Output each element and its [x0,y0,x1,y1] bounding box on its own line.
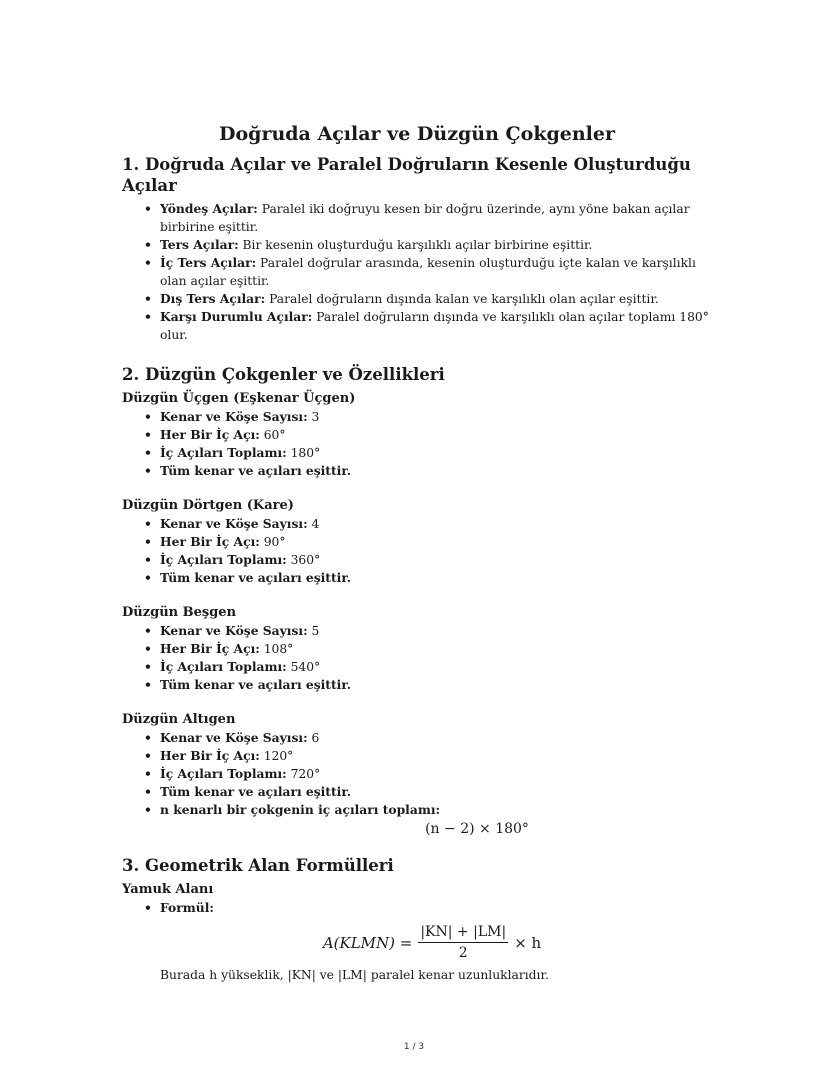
formula-list [122,899,712,917]
general-rule: n kenarlı bir çokgenin iç açıları toplamı: [160,802,441,817]
list-item [160,640,712,658]
list-item [160,551,712,569]
trapezoid-area-formula [122,923,712,962]
value: 720° [286,767,321,781]
label: Tüm kenar ve açıları eşittir. [160,784,351,799]
label: Tüm kenar ve açıları eşittir. [160,677,351,692]
list-item [160,676,712,694]
list-item [160,462,712,480]
formula-label: Formül: [160,900,214,915]
label: İç Açıları Toplamı: [160,659,287,674]
list-item [160,290,712,308]
list-item [160,308,712,344]
section-polygons [122,364,712,839]
list-item [160,569,712,587]
polygon-name: Düzgün Beşgen [122,605,237,620]
polygon-block [122,603,712,694]
list-item [160,765,712,783]
value: 540° [286,660,321,674]
value: 90° [259,535,286,549]
polygon-name: Düzgün Dörtgen (Kare) [122,498,294,513]
definition: Paralel doğruların dışında kalan ve karşılıklı olan açılar eşittir. [265,292,659,306]
list-item [160,801,712,819]
list-item [160,426,712,444]
label: Tüm kenar ve açıları eşittir. [160,570,351,585]
label: İç Açıları Toplamı: [160,552,287,567]
formula-note: Burada h yükseklik, |KN| ve |LM| paralel kenar uzunluklarıdır. [160,968,549,982]
value: 6 [307,731,320,745]
definition: Paralel iki doğruyu kesen bir doğru üzerinde, aynı yöne bakan açılar birbirine eşittir. [160,202,690,234]
polygon-block [122,389,712,480]
list-item [160,236,712,254]
list-item [160,622,712,640]
label: Tüm kenar ve açıları eşittir. [160,463,351,478]
label: Her Bir İç Açı: [160,534,260,549]
polygon-name: Düzgün Altıgen [122,712,236,727]
polygon-block [122,710,712,839]
definition: Bir kesenin oluşturduğu karşılıklı açılar birbirine eşittir. [238,238,593,252]
label: İç Açıları Toplamı: [160,445,287,460]
definition: Paralel doğruların dışında ve karşılıklı olan açılar toplamı 180° olur. [160,310,709,342]
list-item [160,658,712,676]
value: 4 [307,517,320,531]
polygon-properties [122,622,712,694]
label: Kenar ve Köşe Sayısı: [160,516,308,531]
angle-types-list [122,200,712,344]
fraction [418,923,508,962]
fraction-numerator: |KN| + |LM| [418,923,508,943]
polygon-name: Düzgün Üçgen (Eşkenar Üçgen) [122,391,356,406]
value: 60° [259,428,286,442]
label: Kenar ve Köşe Sayısı: [160,409,308,424]
page-number: 1 / 3 [403,1042,425,1052]
fraction-denominator: 2 [458,945,468,961]
value: 120° [259,749,294,763]
value: 180° [286,446,321,460]
polygon-properties [122,408,712,480]
section-3-heading: 3. Geometrik Alan Formülleri [122,856,394,875]
list-item [160,899,712,917]
polygon-properties [122,515,712,587]
value: 3 [307,410,320,424]
label: Her Bir İç Açı: [160,641,260,656]
list-item [160,747,712,765]
list-item [160,408,712,426]
list-item [160,444,712,462]
formula-rhs: × h [514,933,542,952]
formula-lhs: A(KLMN) = [322,933,413,952]
document-title: Doğruda Açılar ve Düzgün Çokgenler [219,123,615,145]
section-1-heading: 1. Doğruda Açılar ve Paralel Doğruların Kesenle Oluşturduğu Açılar [122,155,691,195]
polygon-block [122,496,712,587]
term: Karşı Durumlu Açılar: [160,309,313,324]
term: İç Ters Açılar: [160,255,257,270]
term: Dış Ters Açılar: [160,291,266,306]
trapezoid-heading: Yamuk Alanı [122,882,214,897]
value: 360° [286,553,321,567]
value: 5 [307,624,320,638]
value: 108° [259,642,294,656]
polygon-properties [122,729,712,819]
section-2-heading: 2. Düzgün Çokgenler ve Özellikleri [122,365,445,384]
interior-sum-formula: (n − 2) × 180° [425,821,529,837]
list-item [160,254,712,290]
term: Ters Açılar: [160,237,239,252]
label: Kenar ve Köşe Sayısı: [160,623,308,638]
section-area-formulas [122,855,712,984]
section-angles [122,154,712,344]
label: Kenar ve Köşe Sayısı: [160,730,308,745]
list-item [160,200,712,236]
list-item [160,515,712,533]
document-page [122,122,712,984]
list-item [160,533,712,551]
list-item [160,783,712,801]
label: Her Bir İç Açı: [160,748,260,763]
list-item [160,729,712,747]
term: Yöndeş Açılar: [160,201,258,216]
label: İç Açıları Toplamı: [160,766,287,781]
definition: Paralel doğrular arasında, kesenin oluşturduğu içte kalan ve karşılıklı olan açılar eşittir. [160,256,696,288]
label: Her Bir İç Açı: [160,427,260,442]
